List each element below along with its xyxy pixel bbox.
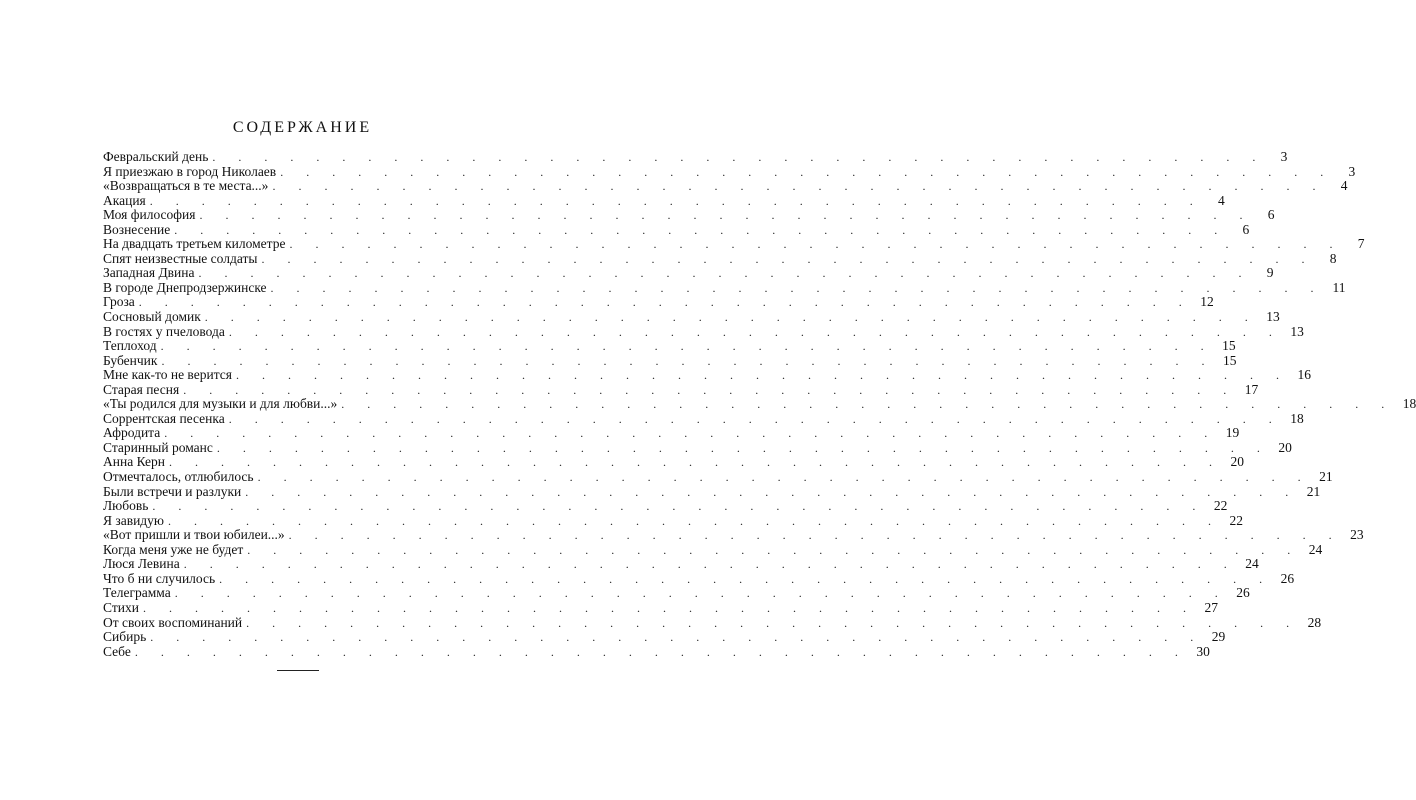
- toc-entry: [103, 410, 1304, 427]
- toc-entry-title: Сосновый домик: [103, 309, 201, 325]
- toc-entry: [103, 367, 1311, 383]
- toc-entry-title: От своих воспоминаний: [103, 614, 243, 630]
- toc-entry: [103, 556, 1259, 572]
- dot-leader: . . . . . . . . . . . . . . . . . . . . . . . . . . . . . . . . . . . . . . . . .: [199, 208, 1253, 223]
- toc-entry: [103, 163, 1356, 180]
- toc-entry-page: 17: [1244, 381, 1259, 397]
- toc-entry-title: «Вот пришли и твои юбилеи...»: [103, 527, 285, 543]
- dot-leader: . . . . . . . . . . . . . . . . . . . . . . . . . . . . . . . . . . . . . . . . .: [228, 324, 1282, 339]
- toc-entry-page: 29: [1211, 629, 1226, 645]
- toc-entry-page: 27: [1204, 599, 1218, 615]
- toc-entry: [103, 512, 1244, 529]
- dot-leader: . . . . . . . . . . . . . . . . . . . . . . . . . . . . . . . . . . . . . . . . .: [270, 280, 1324, 295]
- dot-leader: . . . . . . . . . . . . . . . . . . . . . . . . . . . . . . . . . . . . . . . . .: [142, 600, 1196, 615]
- page-title: СОДЕРЖАНИЕ: [232, 119, 373, 136]
- toc-entry-page: 21: [1319, 469, 1333, 485]
- toc-entry-page: 18: [1290, 410, 1304, 426]
- dot-leader: . . . . . . . . . . . . . . . . . . . . . . . . . . . . . . . . . . . . . . . . .: [183, 382, 1237, 397]
- dot-leader: . . . . . . . . . . . . . . . . . . . . . . . . . . . . . . . . . . . . . . . . .: [174, 586, 1228, 601]
- toc-entry-title: Я завидую: [103, 512, 165, 528]
- toc-entry-page: 20: [1230, 454, 1245, 470]
- toc-entry: [103, 629, 1226, 645]
- toc-entry-page: 26: [1236, 585, 1250, 601]
- toc-entry-page: 7: [1357, 236, 1365, 252]
- dot-leader: . . . . . . . . . . . . . . . . . . . . . . . . . . . . . . . . . . . . . . . . .: [204, 310, 1258, 325]
- toc-entry-page: 4: [1218, 192, 1225, 208]
- toc-entry-title: «Ты родился для музыки и для любви...»: [103, 396, 338, 412]
- dot-leader: . . . . . . . . . . . . . . . . . . . . . . . . . . . . . . . . . . . . . . . . .: [169, 455, 1223, 470]
- toc-entry: [103, 309, 1280, 325]
- toc-entry: [103, 236, 1365, 252]
- toc-entry-title: Любовь: [103, 498, 149, 514]
- toc-entry: [103, 614, 1322, 631]
- toc-entry-page: 20: [1278, 439, 1292, 455]
- toc-entry-page: 24: [1308, 541, 1323, 557]
- dot-leader: . . . . . . . . . . . . . . . . . . . . . . . . . . . . . . . . . . . . . . . . .: [152, 499, 1206, 514]
- toc-entry: [103, 352, 1237, 369]
- toc-entry-title: Вознесение: [103, 221, 171, 237]
- toc-entry-page: 13: [1290, 323, 1304, 339]
- dot-leader: . . . . . . . . . . . . . . . . . . . . . . . . . . . . . . . . . . . . . . . . .: [149, 193, 1203, 208]
- dot-leader: . . . . . . . . . . . . . . . . . . . . . . . . . . . . . . . . . . . . . . . . .: [168, 513, 1222, 528]
- toc-entry-title: Спят неизвестные солдаты: [103, 250, 258, 266]
- toc-entry-page: 16: [1297, 367, 1311, 383]
- table-of-contents: [103, 149, 1416, 659]
- toc-entry: [103, 149, 1288, 165]
- dot-leader: . . . . . . . . . . . . . . . . . . . . . . . . . . . . . . . . . . . . . . . . .: [138, 295, 1192, 310]
- toc-entry: [103, 192, 1225, 209]
- toc-entry-page: 15: [1222, 352, 1237, 368]
- dot-leader: . . . . . . . . . . . . . . . . . . . . . . . . . . . . . . . . . . . . . . . . .: [161, 353, 1215, 368]
- toc-entry-page: 6: [1242, 221, 1250, 237]
- toc-entry-title: Афродита: [103, 425, 161, 441]
- toc-entry-title: Стихи: [103, 599, 139, 615]
- dot-leader: . . . . . . . . . . . . . . . . . . . . . . . . . . . . . . . . . . . . . . . . .: [261, 251, 1315, 266]
- toc-entry: [103, 294, 1214, 310]
- dot-leader: . . . . . . . . . . . . . . . . . . . . . . . . . . . . . . . . . . . . . . . . .: [150, 630, 1204, 645]
- toc-entry: [103, 527, 1364, 543]
- toc-entry-title: Мне как-то не верится: [103, 367, 232, 383]
- toc-entry-title: Западная Двина: [103, 265, 195, 281]
- toc-entry: [103, 250, 1337, 267]
- toc-entry-page: 30: [1196, 643, 1210, 659]
- toc-entry-page: 21: [1306, 483, 1321, 499]
- toc-entry-title: Старинный романс: [103, 439, 213, 455]
- dot-leader: . . . . . . . . . . . . . . . . . . . . . . . . . . . . . . . . . . . . . . . . .: [164, 426, 1218, 441]
- toc-entry: [103, 221, 1250, 238]
- toc-entry: [103, 469, 1333, 485]
- toc-entry: [103, 570, 1295, 587]
- toc-entry-title: Старая песня: [103, 381, 180, 397]
- toc-entry-page: 28: [1307, 614, 1322, 630]
- toc-entry-title: На двадцать третьем километре: [103, 236, 286, 252]
- dot-leader: . . . . . . . . . . . . . . . . . . . . . . . . . . . . . . . . . . . . . . . . .: [228, 411, 1282, 426]
- toc-entry-page: 6: [1267, 207, 1275, 223]
- toc-entry-page: 19: [1225, 425, 1240, 441]
- toc-entry-page: 4: [1340, 178, 1348, 194]
- toc-entry: [103, 483, 1321, 500]
- toc-entry-title: Отмечталось, отлюбилось: [103, 469, 254, 485]
- end-rule: [277, 670, 319, 671]
- toc-entry: [103, 323, 1304, 340]
- toc-entry: [103, 585, 1250, 601]
- dot-leader: . . . . . . . . . . . . . . . . . . . . . . . . . . . . . . . . . . . . . . . . .: [134, 644, 1188, 659]
- toc-entry-title: Я приезжаю в город Николаев: [103, 163, 277, 179]
- toc-entry: [103, 178, 1348, 194]
- toc-entry-title: Бубенчик: [103, 352, 158, 368]
- toc-entry-title: Соррентская песенка: [103, 410, 225, 426]
- toc-entry-page: 18: [1402, 396, 1416, 412]
- toc-entry-page: 9: [1266, 265, 1274, 281]
- toc-entry-title: В городе Днепродзержинске: [103, 279, 267, 295]
- toc-entry-page: 13: [1266, 309, 1280, 325]
- toc-entry-page: 22: [1213, 498, 1228, 514]
- toc-entry: [103, 439, 1292, 456]
- toc-entry: [103, 265, 1274, 281]
- dot-leader: . . . . . . . . . . . . . . . . . . . . . . . . . . . . . . . . . . . . . . . . .: [280, 164, 1334, 179]
- toc-entry-title: Люся Левина: [103, 556, 180, 572]
- toc-entry: [103, 498, 1228, 514]
- toc-entry-page: 8: [1329, 250, 1337, 266]
- toc-entry-title: Теплоход: [103, 338, 157, 354]
- toc-entry: [103, 541, 1323, 558]
- dot-leader: . . . . . . . . . . . . . . . . . . . . . . . . . . . . . . . . . . . . . . . . .: [289, 237, 1343, 252]
- toc-entry-title: «Возвращаться в те места...»: [103, 178, 269, 194]
- toc-entry: [103, 425, 1240, 441]
- toc-entry-page: 26: [1280, 570, 1295, 586]
- dot-leader: . . . . . . . . . . . . . . . . . . . . . . . . . . . . . . . . . . . . . . . . .: [257, 470, 1311, 485]
- toc-entry-title: Гроза: [103, 294, 135, 310]
- toc-entry-title: Телеграмма: [103, 585, 171, 601]
- toc-entry-title: Себе: [103, 643, 131, 659]
- dot-leader: . . . . . . . . . . . . . . . . . . . . . . . . . . . . . . . . . . . . . . . . .: [198, 266, 1252, 281]
- toc-entry: [103, 279, 1346, 296]
- toc-entry-title: Были встречи и разлуки: [103, 483, 242, 499]
- dot-leader: . . . . . . . . . . . . . . . . . . . . . . . . . . . . . . . . . . . . . . . . .: [174, 222, 1228, 237]
- toc-entry: [103, 338, 1236, 354]
- toc-entry: [103, 454, 1245, 470]
- toc-entry: [103, 381, 1259, 398]
- toc-entry-page: 11: [1332, 279, 1346, 295]
- toc-entry-page: 3: [1348, 163, 1356, 179]
- toc-entry-title: В гостях у пчеловода: [103, 323, 225, 339]
- toc-entry: [103, 643, 1210, 660]
- dot-leader: . . . . . . . . . . . . . . . . . . . . . . . . . . . . . . . . . . . . . . . . .: [245, 484, 1299, 499]
- dot-leader: . . . . . . . . . . . . . . . . . . . . . . . . . . . . . . . . . . . . . . . . .: [341, 397, 1395, 412]
- toc-entry-page: 12: [1200, 294, 1214, 310]
- toc-entry-title: Анна Керн: [103, 454, 166, 470]
- toc-entry-page: 23: [1350, 527, 1364, 543]
- toc-entry-title: Февральский день: [103, 149, 209, 164]
- toc-entry-page: 15: [1222, 338, 1236, 354]
- toc-entry-title: Сибирь: [103, 629, 147, 645]
- dot-leader: . . . . . . . . . . . . . . . . . . . . . . . . . . . . . . . . . . . . . . . . .: [247, 542, 1301, 557]
- dot-leader: . . . . . . . . . . . . . . . . . . . . . . . . . . . . . . . . . . . . . . . . .: [288, 528, 1342, 543]
- toc-entry-page: 24: [1245, 556, 1259, 572]
- dot-leader: . . . . . . . . . . . . . . . . . . . . . . . . . . . . . . . . . . . . . . . . .: [160, 339, 1214, 354]
- toc-entry-page: 3: [1280, 149, 1288, 164]
- dot-leader: . . . . . . . . . . . . . . . . . . . . . . . . . . . . . . . . . . . . . . . . .: [219, 571, 1273, 586]
- dot-leader: . . . . . . . . . . . . . . . . . . . . . . . . . . . . . . . . . . . . . . . . .: [235, 368, 1289, 383]
- toc-entry: [103, 207, 1275, 223]
- dot-leader: . . . . . . . . . . . . . . . . . . . . . . . . . . . . . . . . . . . . . . . . .: [212, 150, 1266, 164]
- toc-entry-page: 22: [1229, 512, 1244, 528]
- dot-leader: . . . . . . . . . . . . . . . . . . . . . . . . . . . . . . . . . . . . . . . . .: [183, 557, 1237, 572]
- toc-entry-title: Акация: [103, 192, 146, 208]
- toc-entry-title: Что б ни случилось: [103, 570, 216, 586]
- toc-entry-title: Моя философия: [103, 207, 196, 223]
- toc-entry: [103, 396, 1416, 412]
- dot-leader: . . . . . . . . . . . . . . . . . . . . . . . . . . . . . . . . . . . . . . . . .: [246, 615, 1300, 630]
- toc-entry: [103, 599, 1218, 616]
- dot-leader: . . . . . . . . . . . . . . . . . . . . . . . . . . . . . . . . . . . . . . . . .: [272, 179, 1326, 194]
- toc-entry-title: Когда меня уже не будет: [103, 541, 244, 557]
- dot-leader: . . . . . . . . . . . . . . . . . . . . . . . . . . . . . . . . . . . . . . . . .: [216, 440, 1270, 455]
